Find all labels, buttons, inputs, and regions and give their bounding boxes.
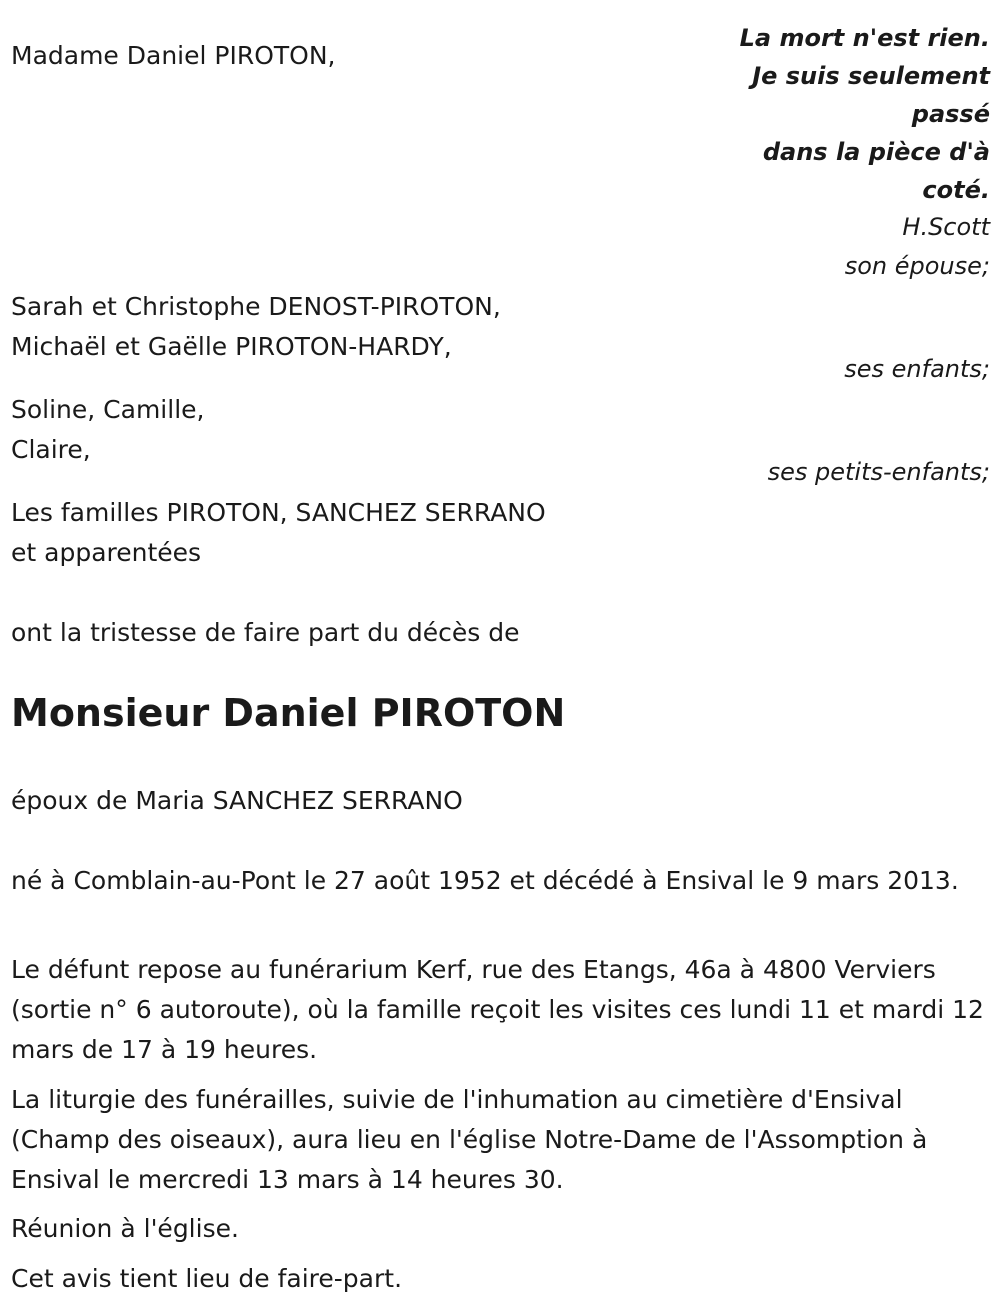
grandchild-line: Claire, — [11, 435, 91, 464]
child-line: Sarah et Christophe DENOST-PIROTON, — [11, 292, 501, 321]
families-line: et apparentées — [11, 538, 202, 567]
families-line: Les familles PIROTON, SANCHEZ SERRANO — [11, 498, 546, 527]
meeting-paragraph: Réunion à l'église. — [11, 1214, 239, 1243]
announcement: ont la tristesse de faire part du décès de — [11, 618, 520, 647]
grandchildren-role: ses petits-enfants; — [767, 458, 990, 486]
quote-line: dans la pièce d'à — [762, 138, 990, 166]
quote-line: coté. — [922, 176, 990, 204]
quote-line: passé — [911, 100, 990, 128]
grandchildren-list — [11, 390, 204, 470]
quote-line: La mort n'est rien. — [739, 24, 990, 52]
widow-role: son épouse; — [844, 252, 990, 280]
quote-line: Je suis seulement — [752, 62, 990, 90]
quote-block — [740, 19, 990, 246]
deceased-spouse: époux de Maria SANCHEZ SERRANO — [11, 786, 463, 815]
child-line: Michaël et Gaëlle PIROTON-HARDY, — [11, 332, 452, 361]
deceased-name: Monsieur Daniel PIROTON — [11, 691, 566, 735]
birth-death-paragraph: né à Comblain-au-Pont le 27 août 1952 et décédé à Ensival le 9 mars 2013. — [11, 866, 959, 895]
grandchild-line: Soline, Camille, — [11, 395, 205, 424]
families-block — [11, 493, 546, 573]
children-list — [11, 287, 501, 367]
children-role: ses enfants; — [844, 355, 990, 383]
funeral-paragraph: La liturgie des funérailles, suivie de l'inhumation au cimetière d'Ensival (Champ des oiseaux), aura lieu en l'église Notre-Dame de l'Assomption à Ensival le mercredi 13 mars à 14 heures 30. — [11, 1085, 928, 1194]
visitation-paragraph: Le défunt repose au funérarium Kerf, rue des Etangs, 46a à 4800 Verviers (sortie n° 6 autoroute), où la famille reçoit les visites ces lundi 11 et mardi 12 mars de 17 à 19 heures. — [11, 955, 984, 1064]
quote-author: H.Scott — [902, 213, 990, 241]
widow-name: Madame Daniel PIROTON, — [11, 41, 336, 70]
notice-paragraph: Cet avis tient lieu de faire-part. — [11, 1264, 403, 1293]
